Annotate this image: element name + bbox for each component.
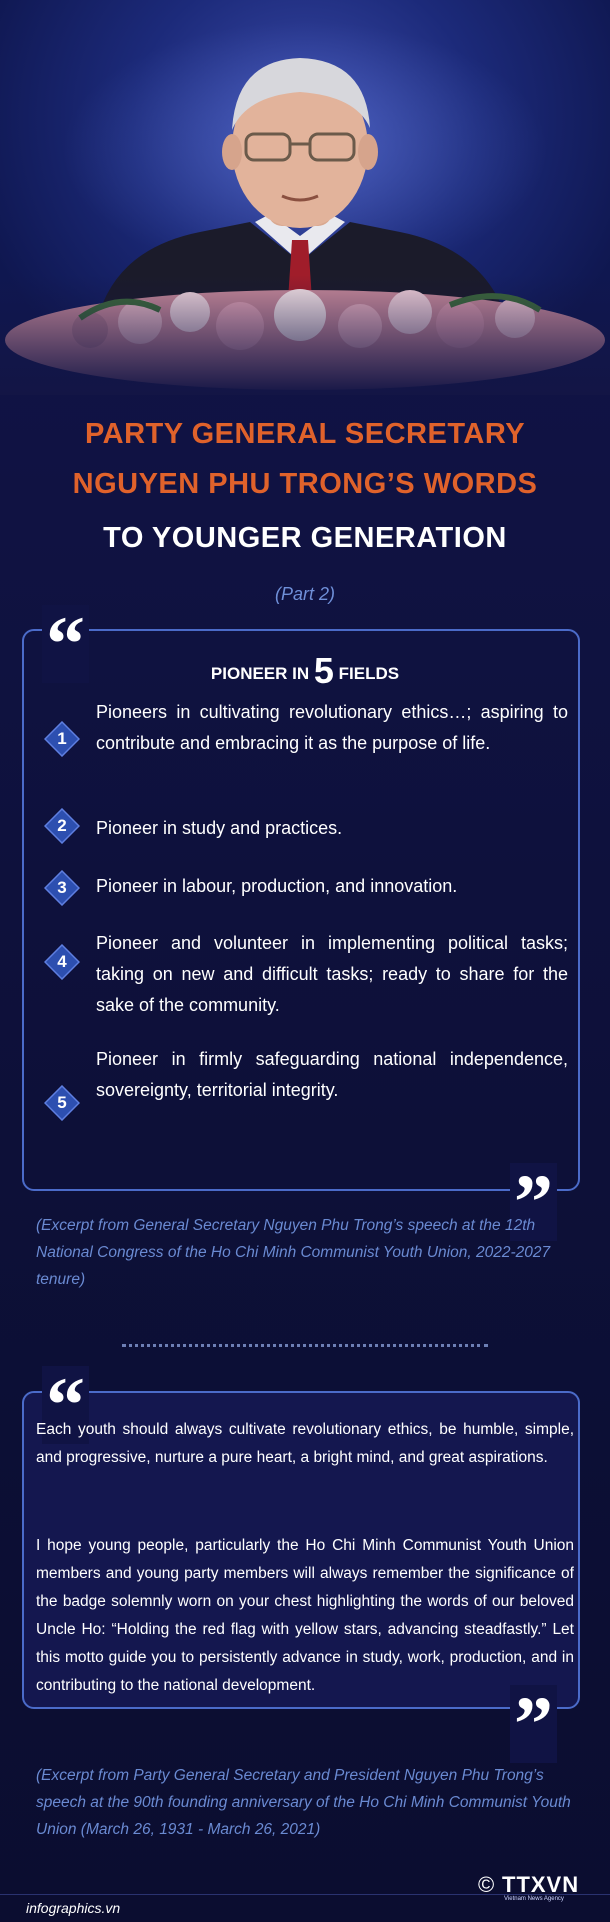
close-quote-icon: ” — [510, 1685, 557, 1763]
hero-photo — [0, 0, 610, 395]
fields-heading-number: 5 — [313, 650, 334, 691]
quote-paragraph-1: Each youth should always cultivate revolutionary ethics, be humble, simple, and progressive, nurture a pure heart, a bright mind, and great aspirations. — [36, 1421, 574, 1466]
diamond-badge-icon — [44, 721, 80, 757]
item-number: 1 — [57, 729, 67, 748]
title-line-2: NGUYEN PHU TRONG’S WORDS — [72, 468, 538, 500]
list-item: Pioneer and volunteer in implementing political tasks; taking on new and difficult tasks; ready to share for the sake of the community. — [96, 933, 568, 1015]
item-number: 4 — [57, 952, 67, 971]
list-item: Pioneers in cultivating revolutionary ethics…; aspiring to contribute and embracing it as the purpose of life. — [96, 702, 568, 753]
list-item: Pioneer in study and practices. — [96, 818, 343, 838]
fields-heading — [0, 650, 610, 692]
part-label: (Part 2) — [274, 584, 335, 604]
list-item: Pioneer in firmly safeguarding national independence, sovereignty, territorial integrity. — [96, 1049, 568, 1100]
item-number: 3 — [57, 878, 67, 897]
source-link[interactable]: infographics.vn — [26, 1900, 121, 1916]
logo-text: TTXVN — [502, 1872, 580, 1897]
title-line-1: PARTY GENERAL SECRETARY — [84, 418, 526, 450]
title-line-3: TO YOUNGER GENERATION — [103, 522, 507, 554]
item-number: 5 — [57, 1093, 67, 1112]
open-quote-icon: “ — [42, 605, 89, 683]
diamond-badge-icon — [44, 870, 80, 906]
ttxvn-logo — [478, 1872, 590, 1902]
fields-heading-suffix: FIELDS — [333, 664, 400, 683]
open-quote-icon: “ — [42, 1366, 89, 1444]
quote-paragraph-2: I hope young people, particularly the Ho Chi Minh Communist Youth Union members and young party members will always remember the significance of the badge solemnly worn on your chest highlighting the words of our beloved Uncle Ho: “Holding the red flag with yellow stars, advancing steadfastly.” Let this motto guide you to persistently advance in study, work, production, and in contributing to the national development. — [36, 1537, 574, 1694]
copyright-symbol: © — [478, 1872, 495, 1897]
diamond-badge-icon — [44, 1085, 80, 1121]
close-quote-icon: ” — [510, 1163, 557, 1241]
item-number: 2 — [57, 816, 67, 835]
list-item: Pioneer in labour, production, and innovation. — [96, 876, 458, 896]
fields-heading-prefix: PIONEER IN — [210, 664, 314, 683]
diamond-badge-icon — [44, 808, 80, 844]
citation-1: (Excerpt from General Secretary Nguyen Phu Trong’s speech at the 12th National Congress of the Ho Chi Minh Communist Youth Union, 2022-2027 tenure) — [36, 1217, 551, 1288]
dotted-divider — [122, 1344, 488, 1347]
diamond-badge-icon — [44, 944, 80, 980]
citation-2: (Excerpt from Party General Secretary and President Nguyen Phu Trong’s speech at the 90th founding anniversary of the Ho Chi Minh Communist Youth Union (March 26, 1931 - March 26, 2021) — [36, 1767, 571, 1838]
logo-subtext: Vietnam News Agency — [504, 1896, 564, 1902]
